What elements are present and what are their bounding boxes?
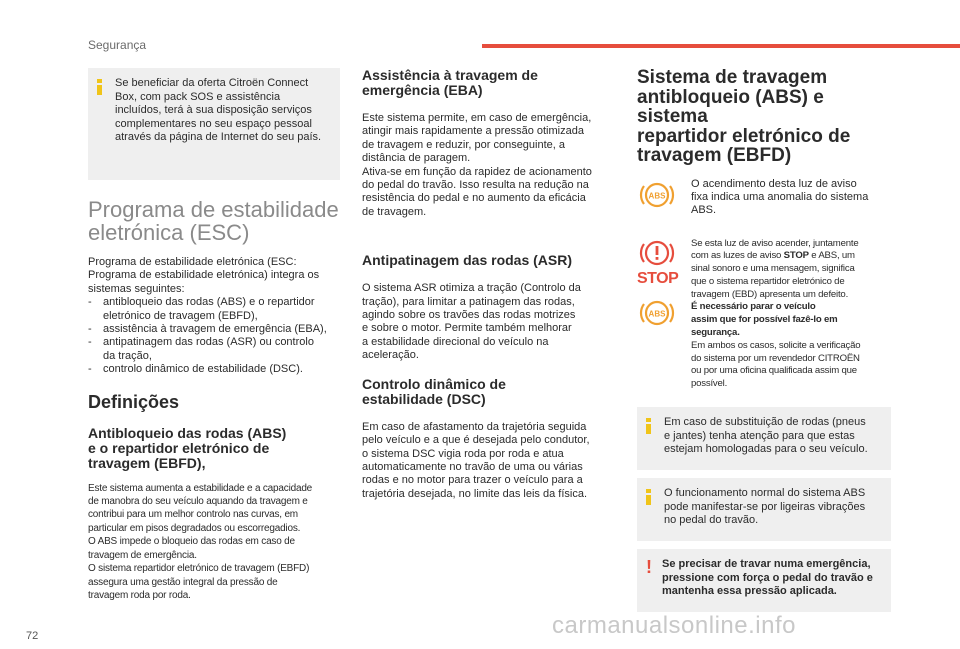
eba-title-line: emergência (EBA) xyxy=(362,82,483,98)
lamp2-line: que o sistema repartidor eletrónico de xyxy=(691,275,845,287)
lamp1-line: ABS. xyxy=(691,204,717,217)
info-icon xyxy=(646,418,651,434)
lamp2-stop-suffix: e ABS, um xyxy=(808,250,855,262)
esc-list-item: - assistência à travagem de emergência (EBA), xyxy=(88,323,340,336)
lamp2-line: Em ambos os casos, solicite a verificação xyxy=(691,339,861,351)
esc-item-line: eletrónico de travagem (EBFD), xyxy=(103,309,258,322)
watermark: carmanualsonline.info xyxy=(552,612,796,639)
eba-title xyxy=(362,68,612,98)
asr-body-line: a estabilidade direcional do veículo na xyxy=(362,335,549,348)
abs-warning-lamp-icon xyxy=(639,180,675,210)
page-number: 72 xyxy=(26,630,39,642)
dsc-body-line: trajetória desejada, no limite das leis da física. xyxy=(362,487,588,500)
dsc-title-line: Controlo dinâmico de xyxy=(362,375,506,392)
info3-line: O funcionamento normal do sistema ABS xyxy=(664,487,866,500)
lamp2-stop-word: STOP xyxy=(783,250,809,262)
info2-line: Em caso de substituição de rodas (pneus xyxy=(664,416,866,429)
info-box-vibrations xyxy=(637,478,891,541)
asr-body-line: agindo sobre os travões das rodas motrizes xyxy=(362,309,576,322)
asr-body-line: e sobre o motor. Permite também melhorar xyxy=(362,322,572,335)
dsc-body-line: rodas e no motor para trazer o veículo para a xyxy=(362,474,583,487)
info2-line: estejam homologadas para o seu veículo. xyxy=(664,443,868,456)
warning-box-emergency-braking xyxy=(637,549,891,612)
section-header-title: Segurança xyxy=(88,38,147,52)
lamp-abs-row xyxy=(637,178,891,228)
lamp2-bold-line: É necessário parar o veículo xyxy=(691,301,816,313)
abs-system-title-line: travagem (EBFD) xyxy=(637,145,792,166)
abs-warning-lamp-icon xyxy=(639,298,675,328)
dsc-title xyxy=(362,377,612,407)
esc-intro xyxy=(88,256,340,377)
esc-intro-line: Programa de estabilidade eletrónica) integra os xyxy=(88,269,320,282)
header-accent-bar xyxy=(482,44,960,48)
abs-title xyxy=(88,426,340,471)
abs-body-line: O ABS impede o bloqueio das rodas em caso de xyxy=(88,536,295,548)
info-icon xyxy=(646,489,651,505)
lamp2-line: travagem (EBD) apresenta um defeito. xyxy=(691,288,849,300)
esc-intro-line: Programa de estabilidade eletrónica (ESC: xyxy=(88,256,297,268)
dsc-title-line: estabilidade (DSC) xyxy=(362,390,486,407)
info-line: Se beneficiar da oferta Citroën Connect xyxy=(115,77,309,89)
asr-body-line: aceleração. xyxy=(362,349,419,362)
info-box-connect xyxy=(88,68,340,180)
warn-line: Se precisar de travar numa emergência, xyxy=(662,558,871,571)
esc-item-line: antibloqueio das rodas (ABS) e o repartidor xyxy=(103,296,315,309)
esc-item-line: controlo dinâmico de estabilidade (DSC). xyxy=(103,363,303,376)
eba-body-line: do pedal do travão. Isso resulta na redução na xyxy=(362,179,589,192)
abs-title-line: Antibloqueio das rodas (ABS) xyxy=(88,424,287,441)
esc-item-line: assistência à travagem de emergência (EBA), xyxy=(103,323,327,336)
abs-system-title xyxy=(637,68,891,166)
info-line: incluídos, terá à sua disposição serviços xyxy=(115,104,312,116)
abs-title-line: travagem (EBFD), xyxy=(88,454,206,471)
lamp1-text xyxy=(691,178,891,218)
info3-line: pode manifestar-se por ligeiras vibrações xyxy=(664,500,866,513)
abs-system-title-line: repartidor eletrónico de xyxy=(637,125,851,147)
abs-body-line: assegura uma gestão integral da pressão de xyxy=(88,576,278,588)
asr-body-line: O sistema ASR otimiza a tração (Controlo da xyxy=(362,282,581,295)
eba-body-line: Este sistema permite, em caso de emergência, xyxy=(362,112,592,124)
esc-item-line: da tração, xyxy=(103,349,152,362)
abs-body-line: contribui para um melhor controlo nas curvas, em xyxy=(88,509,298,521)
abs-title-line: e o repartidor eletrónico de xyxy=(88,439,270,456)
eba-body xyxy=(362,112,612,219)
lamp-stop-row xyxy=(637,238,891,392)
asr-body xyxy=(362,282,612,362)
definitions-title: Definições xyxy=(88,391,180,412)
lamp1-line: O acendimento desta luz de aviso xyxy=(691,177,857,190)
abs-body-line: Este sistema aumenta a estabilidade e a capacidade xyxy=(88,482,313,494)
right-column xyxy=(637,68,891,612)
lamp2-line: possível. xyxy=(691,378,728,390)
esc-list-item: - controlo dinâmico de estabilidade (DSC). xyxy=(88,363,340,376)
brake-warning-lamp-icon xyxy=(639,238,675,268)
abs-body-line: O sistema repartidor eletrónico de travagem (EBFD) xyxy=(88,563,310,575)
lamp2-line: sinal sonoro e uma mensagem, significa xyxy=(691,263,855,275)
info-line: Box, com pack SOS e assistência xyxy=(115,90,281,103)
middle-column xyxy=(362,68,612,501)
esc-title xyxy=(88,198,340,244)
lamp2-line: Se esta luz de aviso acender, juntamente xyxy=(691,237,859,249)
esc-list-item: - antipatinagem das rodas (ASR) ou controlo da tração, xyxy=(88,336,340,363)
lamp2-line: do sistema por um revendedor CITROËN xyxy=(691,352,860,364)
esc-title-line: eletrónica (ESC) xyxy=(88,220,250,245)
info-line: complementares no seu espaço pessoal xyxy=(115,117,312,130)
dsc-body-line: Em caso de afastamento da trajetória seguida xyxy=(362,420,587,433)
eba-body-line: Ativa-se em função da rapidez de acionamento xyxy=(362,165,592,178)
abs-system-title-line: antibloqueio (ABS) e sistema xyxy=(637,86,824,127)
eba-body-line: resistência do pedal e no aumento da eficácia xyxy=(362,192,586,205)
left-column xyxy=(88,68,340,602)
esc-item-line: antipatinagem das rodas (ASR) ou controlo xyxy=(103,336,314,349)
exclamation-warning-icon: ! xyxy=(646,557,652,578)
warn-line: pressione com força o pedal do travão e xyxy=(662,571,873,584)
dsc-body xyxy=(362,421,612,501)
lamp2-stop-prefix: com as luzes de aviso xyxy=(691,250,784,262)
eba-body-line: de travagem e reduzir, por conseguinte, a xyxy=(362,138,566,151)
warn-line: mantenha essa pressão aplicada. xyxy=(662,585,837,598)
lamp2-line xyxy=(691,250,891,263)
asr-body-line: tração), para limitar a patinagem das rodas, xyxy=(362,295,575,308)
abs-body-line: particular em pisos degradados ou escorregadios. xyxy=(88,522,301,534)
info-line: através da página de Internet do seu país. xyxy=(115,131,322,143)
info-icon xyxy=(97,79,102,95)
lamp2-bold-line: assim que for possível fazê-lo em xyxy=(691,314,838,326)
esc-intro-line: sistemas seguintes: xyxy=(88,282,185,295)
eba-body-line: de travagem. xyxy=(362,205,427,218)
lamp2-text xyxy=(691,238,891,392)
abs-body-line: travagem roda por roda. xyxy=(88,589,191,601)
stop-warning-lamp-icon: STOP xyxy=(637,269,679,287)
abs-lamp-label: ABS xyxy=(648,191,666,200)
dsc-body-line: automaticamente no travão de uma ou várias xyxy=(362,460,583,473)
asr-title: Antipatinagem das rodas (ASR) xyxy=(362,252,573,269)
eba-body-line: distância de paragem. xyxy=(362,152,471,165)
esc-list-item: - antibloqueio das rodas (ABS) e o repartidor eletrónico de travagem (EBFD), xyxy=(88,296,340,323)
abs-body-line: travagem de emergência. xyxy=(88,549,197,561)
eba-body-line: atingir mais rapidamente a pressão otimizada xyxy=(362,125,584,138)
eba-title-line: Assistência à travagem de xyxy=(362,67,538,83)
abs-system-title-line: Sistema de travagem xyxy=(637,67,828,88)
lamp2-bold-line: segurança. xyxy=(691,327,740,339)
dsc-body-line: o sistema DSC vigia roda por roda e atua xyxy=(362,447,564,460)
info2-line: e jantes) tenha atenção para que estas xyxy=(664,429,855,442)
abs-lamp-label: ABS xyxy=(648,309,666,318)
dsc-body-line: pelo veículo e a que é desejada pelo condutor, xyxy=(362,434,590,447)
info-box-wheels xyxy=(637,407,891,470)
abs-body xyxy=(88,482,340,603)
esc-title-line: Programa de estabilidade xyxy=(88,197,339,222)
lamp2-line: ou por uma oficina qualificada assim que xyxy=(691,365,857,377)
lamp1-line: fixa indica uma anomalia do sistema xyxy=(691,190,869,203)
info3-line: no pedal do travão. xyxy=(664,514,759,527)
abs-body-line: de manobra do seu veículo aquando da travagem e xyxy=(88,496,308,508)
